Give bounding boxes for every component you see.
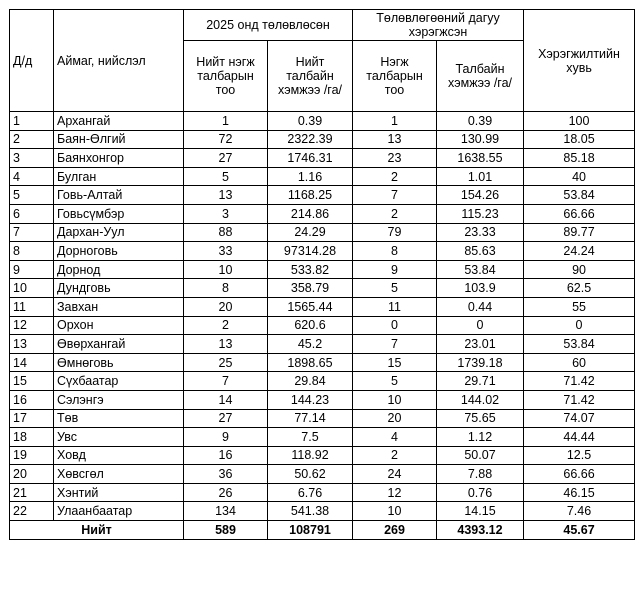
table-row xyxy=(10,112,635,131)
cell-impl-count: 11 xyxy=(353,297,437,316)
cell-impl-area: 1.12 xyxy=(437,428,524,447)
land-plots-table xyxy=(9,9,635,540)
cell-impl-count: 10 xyxy=(353,390,437,409)
cell-name: Увс xyxy=(54,428,184,447)
cell-planned-area: 533.82 xyxy=(268,260,353,279)
cell-impl-count: 12 xyxy=(353,483,437,502)
table-row xyxy=(10,167,635,186)
table-body xyxy=(10,112,635,521)
header-impl-area: Талбайн хэмжээ /га/ xyxy=(437,41,524,112)
cell-planned-count: 20 xyxy=(184,297,268,316)
cell-impl-area: 1638.55 xyxy=(437,149,524,168)
table-row xyxy=(10,502,635,521)
total-row xyxy=(10,521,635,540)
cell-pct: 60 xyxy=(524,353,635,372)
cell-planned-area: 45.2 xyxy=(268,335,353,354)
header-no: Д/д xyxy=(10,10,54,112)
cell-name: Дундговь xyxy=(54,279,184,298)
cell-name: Дорнод xyxy=(54,260,184,279)
cell-name: Өвөрхангай xyxy=(54,335,184,354)
cell-planned-area: 7.5 xyxy=(268,428,353,447)
cell-planned-count: 27 xyxy=(184,149,268,168)
cell-pct: 66.66 xyxy=(524,465,635,484)
cell-name: Говьсүмбэр xyxy=(54,204,184,223)
cell-name: Ховд xyxy=(54,446,184,465)
cell-impl-area: 154.26 xyxy=(437,186,524,205)
table-row xyxy=(10,335,635,354)
table-row xyxy=(10,428,635,447)
cell-planned-area: 1168.25 xyxy=(268,186,353,205)
cell-pct: 66.66 xyxy=(524,204,635,223)
cell-name: Өмнөговь xyxy=(54,353,184,372)
cell-pct: 12.5 xyxy=(524,446,635,465)
cell-impl-count: 13 xyxy=(353,130,437,149)
cell-impl-area: 144.02 xyxy=(437,390,524,409)
cell-planned-area: 0.39 xyxy=(268,112,353,131)
cell-pct: 89.77 xyxy=(524,223,635,242)
header-completion: Хэрэгжилтийн хувь xyxy=(524,10,635,112)
cell-impl-count: 5 xyxy=(353,372,437,391)
cell-planned-area: 97314.28 xyxy=(268,242,353,261)
cell-no: 18 xyxy=(10,428,54,447)
table-row xyxy=(10,260,635,279)
cell-planned-area: 1.16 xyxy=(268,167,353,186)
cell-planned-count: 9 xyxy=(184,428,268,447)
cell-pct: 44.44 xyxy=(524,428,635,447)
cell-no: 6 xyxy=(10,204,54,223)
cell-planned-area: 2322.39 xyxy=(268,130,353,149)
table-row xyxy=(10,242,635,261)
table-row xyxy=(10,130,635,149)
table-row xyxy=(10,316,635,335)
table-row xyxy=(10,390,635,409)
table-row xyxy=(10,465,635,484)
cell-impl-area: 23.01 xyxy=(437,335,524,354)
cell-impl-area: 0.44 xyxy=(437,297,524,316)
cell-no: 1 xyxy=(10,112,54,131)
cell-planned-area: 118.92 xyxy=(268,446,353,465)
header-aimag: Аймаг, нийслэл xyxy=(54,10,184,112)
cell-impl-area: 1.01 xyxy=(437,167,524,186)
cell-impl-count: 2 xyxy=(353,204,437,223)
cell-pct: 74.07 xyxy=(524,409,635,428)
cell-name: Хэнтий xyxy=(54,483,184,502)
cell-planned-count: 13 xyxy=(184,186,268,205)
cell-name: Говь-Алтай xyxy=(54,186,184,205)
cell-no: 17 xyxy=(10,409,54,428)
cell-planned-count: 36 xyxy=(184,465,268,484)
table-row xyxy=(10,279,635,298)
cell-impl-area: 23.33 xyxy=(437,223,524,242)
cell-name: Улаанбаатар xyxy=(54,502,184,521)
cell-impl-area: 14.15 xyxy=(437,502,524,521)
cell-name: Баян-Өлгий xyxy=(54,130,184,149)
cell-pct: 53.84 xyxy=(524,335,635,354)
cell-planned-count: 7 xyxy=(184,372,268,391)
table-row xyxy=(10,297,635,316)
cell-planned-count: 1 xyxy=(184,112,268,131)
cell-planned-area: 144.23 xyxy=(268,390,353,409)
cell-no: 10 xyxy=(10,279,54,298)
cell-no: 20 xyxy=(10,465,54,484)
cell-pct: 0 xyxy=(524,316,635,335)
cell-planned-area: 1898.65 xyxy=(268,353,353,372)
cell-no: 22 xyxy=(10,502,54,521)
table-row xyxy=(10,353,635,372)
cell-impl-area: 85.63 xyxy=(437,242,524,261)
cell-pct: 90 xyxy=(524,260,635,279)
cell-impl-count: 1 xyxy=(353,112,437,131)
cell-planned-area: 1565.44 xyxy=(268,297,353,316)
cell-planned-area: 214.86 xyxy=(268,204,353,223)
cell-planned-count: 27 xyxy=(184,409,268,428)
cell-pct: 71.42 xyxy=(524,390,635,409)
cell-no: 15 xyxy=(10,372,54,391)
cell-impl-count: 9 xyxy=(353,260,437,279)
header-planned-count: Нийт нэгж талбарын тоо xyxy=(184,41,268,112)
cell-planned-count: 3 xyxy=(184,204,268,223)
cell-impl-count: 23 xyxy=(353,149,437,168)
cell-pct: 18.05 xyxy=(524,130,635,149)
header-row-1 xyxy=(10,10,635,41)
total-impl-area: 4393.12 xyxy=(437,521,524,540)
cell-no: 14 xyxy=(10,353,54,372)
cell-planned-count: 14 xyxy=(184,390,268,409)
cell-planned-count: 33 xyxy=(184,242,268,261)
cell-no: 19 xyxy=(10,446,54,465)
cell-planned-count: 25 xyxy=(184,353,268,372)
total-planned-count: 589 xyxy=(184,521,268,540)
total-pct: 45.67 xyxy=(524,521,635,540)
cell-impl-area: 29.71 xyxy=(437,372,524,391)
cell-impl-area: 1739.18 xyxy=(437,353,524,372)
header-planned-area: Нийт талбайн хэмжээ /га/ xyxy=(268,41,353,112)
cell-impl-area: 0.39 xyxy=(437,112,524,131)
cell-impl-count: 2 xyxy=(353,167,437,186)
cell-impl-area: 0 xyxy=(437,316,524,335)
cell-impl-area: 75.65 xyxy=(437,409,524,428)
cell-no: 9 xyxy=(10,260,54,279)
cell-name: Орхон xyxy=(54,316,184,335)
table-row xyxy=(10,186,635,205)
cell-impl-count: 5 xyxy=(353,279,437,298)
header-implemented-group: Төлөвлөгөөний дагуу хэрэгжсэн xyxy=(353,10,524,41)
cell-planned-count: 88 xyxy=(184,223,268,242)
cell-impl-count: 7 xyxy=(353,186,437,205)
cell-impl-area: 103.9 xyxy=(437,279,524,298)
cell-planned-area: 6.76 xyxy=(268,483,353,502)
cell-pct: 62.5 xyxy=(524,279,635,298)
cell-name: Завхан xyxy=(54,297,184,316)
cell-pct: 24.24 xyxy=(524,242,635,261)
cell-impl-count: 79 xyxy=(353,223,437,242)
cell-impl-count: 0 xyxy=(353,316,437,335)
cell-planned-count: 16 xyxy=(184,446,268,465)
cell-pct: 53.84 xyxy=(524,186,635,205)
cell-no: 13 xyxy=(10,335,54,354)
cell-impl-count: 7 xyxy=(353,335,437,354)
cell-planned-count: 10 xyxy=(184,260,268,279)
cell-impl-count: 20 xyxy=(353,409,437,428)
cell-name: Архангай xyxy=(54,112,184,131)
cell-name: Дорноговь xyxy=(54,242,184,261)
cell-no: 2 xyxy=(10,130,54,149)
cell-planned-area: 77.14 xyxy=(268,409,353,428)
table-row xyxy=(10,204,635,223)
header-planned-group: 2025 онд төлөвлөсөн xyxy=(184,10,353,41)
cell-planned-area: 620.6 xyxy=(268,316,353,335)
cell-name: Төв xyxy=(54,409,184,428)
cell-impl-count: 24 xyxy=(353,465,437,484)
cell-planned-count: 26 xyxy=(184,483,268,502)
cell-name: Булган xyxy=(54,167,184,186)
cell-impl-area: 7.88 xyxy=(437,465,524,484)
cell-impl-count: 15 xyxy=(353,353,437,372)
table-row xyxy=(10,409,635,428)
cell-name: Баянхонгор xyxy=(54,149,184,168)
cell-planned-count: 8 xyxy=(184,279,268,298)
cell-planned-area: 358.79 xyxy=(268,279,353,298)
cell-no: 8 xyxy=(10,242,54,261)
cell-pct: 7.46 xyxy=(524,502,635,521)
cell-planned-area: 24.29 xyxy=(268,223,353,242)
total-impl-count: 269 xyxy=(353,521,437,540)
cell-no: 16 xyxy=(10,390,54,409)
cell-no: 7 xyxy=(10,223,54,242)
cell-planned-area: 1746.31 xyxy=(268,149,353,168)
cell-no: 4 xyxy=(10,167,54,186)
total-planned-area: 108791 xyxy=(268,521,353,540)
cell-impl-area: 53.84 xyxy=(437,260,524,279)
cell-impl-area: 130.99 xyxy=(437,130,524,149)
cell-pct: 40 xyxy=(524,167,635,186)
cell-planned-count: 13 xyxy=(184,335,268,354)
cell-no: 5 xyxy=(10,186,54,205)
cell-planned-count: 72 xyxy=(184,130,268,149)
cell-planned-count: 134 xyxy=(184,502,268,521)
cell-impl-count: 4 xyxy=(353,428,437,447)
cell-name: Дархан-Уул xyxy=(54,223,184,242)
cell-pct: 55 xyxy=(524,297,635,316)
table-row xyxy=(10,223,635,242)
header-impl-count: Нэгж талбарын тоо xyxy=(353,41,437,112)
table-row xyxy=(10,149,635,168)
cell-pct: 85.18 xyxy=(524,149,635,168)
cell-name: Хөвсгөл xyxy=(54,465,184,484)
cell-planned-count: 2 xyxy=(184,316,268,335)
cell-no: 11 xyxy=(10,297,54,316)
cell-impl-count: 8 xyxy=(353,242,437,261)
table-row xyxy=(10,483,635,502)
cell-impl-area: 115.23 xyxy=(437,204,524,223)
cell-impl-count: 2 xyxy=(353,446,437,465)
cell-impl-area: 0.76 xyxy=(437,483,524,502)
cell-pct: 46.15 xyxy=(524,483,635,502)
cell-name: Сэлэнгэ xyxy=(54,390,184,409)
cell-name: Сүхбаатар xyxy=(54,372,184,391)
cell-planned-count: 5 xyxy=(184,167,268,186)
table-row xyxy=(10,372,635,391)
cell-impl-count: 10 xyxy=(353,502,437,521)
cell-no: 21 xyxy=(10,483,54,502)
cell-impl-area: 50.07 xyxy=(437,446,524,465)
cell-pct: 71.42 xyxy=(524,372,635,391)
table-row xyxy=(10,446,635,465)
cell-no: 3 xyxy=(10,149,54,168)
cell-planned-area: 29.84 xyxy=(268,372,353,391)
cell-planned-area: 50.62 xyxy=(268,465,353,484)
cell-pct: 100 xyxy=(524,112,635,131)
cell-no: 12 xyxy=(10,316,54,335)
cell-planned-area: 541.38 xyxy=(268,502,353,521)
total-label: Нийт xyxy=(10,521,184,540)
